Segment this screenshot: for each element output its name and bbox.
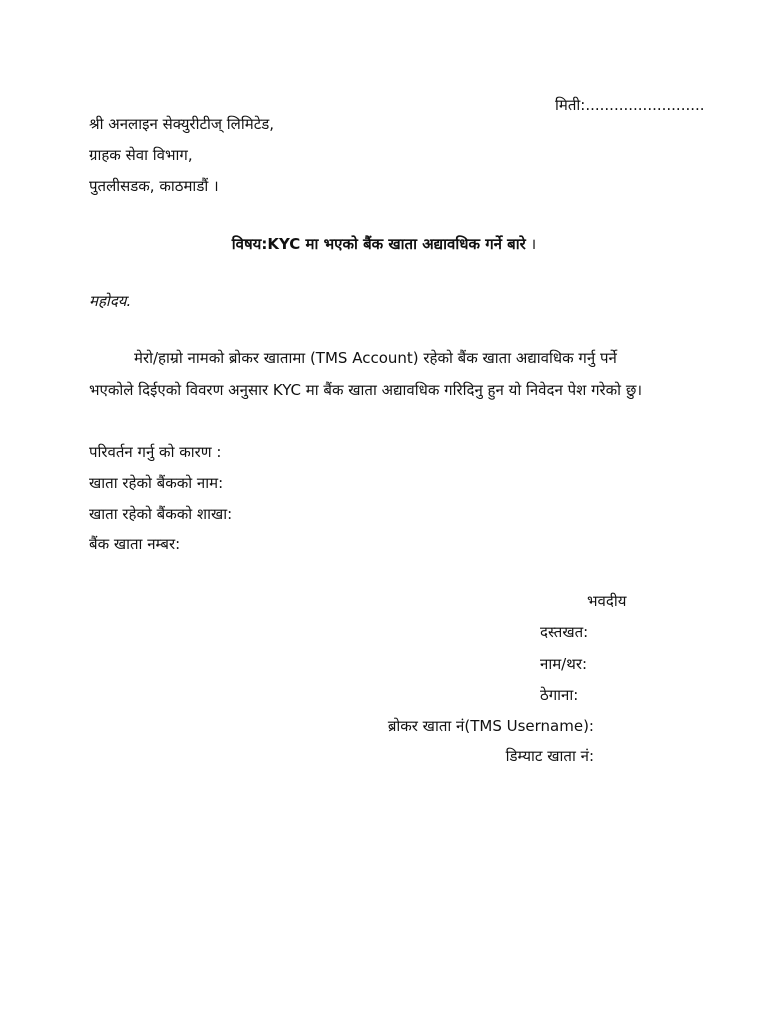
demat-account-field: डिम्याट खाता नं: [505,747,594,765]
date-label: मिती:......................... [555,96,705,114]
subject-text: विषय:KYC मा भएको बैंक खाता अद्यावधिक गर्ने बारे [231,235,526,253]
closing-text: भवदीय [587,592,627,610]
salutation: महोदय. [89,292,132,310]
field-bank-account-number: बैंक खाता नम्बर: [89,535,181,553]
subject-line [0,234,768,254]
field-bank-branch: खाता रहेको बैंकको शाखा: [89,505,233,523]
body-line-1: मेरो/हाम्रो नामको ब्रोकर खातामा (TMS Account) रहेको बैंक खाता अद्यावधिक गर्नु पर्ने [134,349,617,367]
subject-end-mark: । [525,235,537,253]
recipient-line-department: ग्राहक सेवा विभाग, [89,146,193,164]
field-bank-name: खाता रहेको बैंकको नाम: [89,474,224,492]
name-field: नाम/थर: [540,655,588,673]
recipient-line-address: पुतलीसडक, काठमाडौं । [89,177,219,195]
recipient-line-company: श्री अनलाइन सेक्युरीटीज् लिमिटेड, [89,115,275,133]
address-field: ठेगाना: [540,686,579,704]
signature-field: दस्तखत: [540,623,589,641]
field-change-reason: परिवर्तन गर्नु को कारण : [89,443,222,461]
body-line-2: भएकोले दिईएको विवरण अनुसार KYC मा बैंक खाता अद्यावधिक गरिदिनु हुन यो निवेदन पेश गरेको छु। [89,381,643,399]
broker-account-field: ब्रोकर खाता नं(TMS Username): [387,717,594,735]
